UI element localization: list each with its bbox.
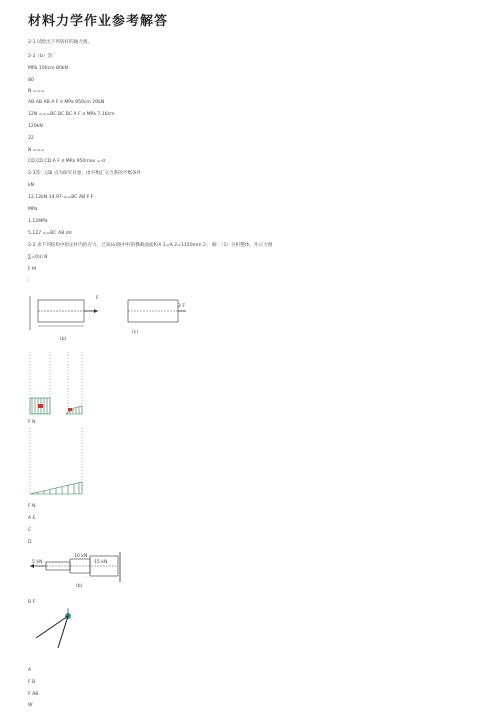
figure-caption: (b) xyxy=(60,337,67,342)
text-line: F AB xyxy=(28,692,39,697)
text-line: MPa 100cm 80kN xyxy=(28,66,68,71)
bar-figure xyxy=(28,290,188,346)
text-line: F N xyxy=(28,420,36,425)
text-line: 12.12kN 14.97-==BC AB F F xyxy=(28,195,94,200)
force-label: 5 kN xyxy=(32,560,43,565)
node-figure xyxy=(28,608,78,668)
text-line: 22 xyxy=(28,136,34,141)
text-line: AB AB AB A F σ MPa 950cm 20kN xyxy=(28,100,105,105)
text-line: D xyxy=(28,540,32,545)
text-line: N === xyxy=(28,89,45,94)
text-line: 80 xyxy=(28,78,34,83)
text-line: kN xyxy=(28,183,35,188)
axial-force-diagram xyxy=(28,352,88,418)
text-line: B F xyxy=(28,600,36,605)
force-label: 15 kN xyxy=(94,560,108,565)
page-title: 材料力学作业参考解答 xyxy=(28,14,169,29)
text-line: 2-3答：以B 点为研究对象，由平衡汇交力系的平衡条件 xyxy=(28,171,142,176)
text-line: A xyxy=(28,668,32,673)
text-line: 2-2 求下列结构中指定杆内的应力。已知(a)图中杆的横截面面积A 1=A 2=1150mm 2； 解：（1）分析整体，作示力图 xyxy=(28,243,273,248)
text-line: 5.127 ==BC AB σσ xyxy=(28,231,72,236)
text-line: 1.12MPa xyxy=(28,219,48,224)
load-label: 2 F xyxy=(178,304,186,309)
force-label: 10 kN xyxy=(74,554,88,559)
text-line: A E xyxy=(28,516,36,521)
text-line: C xyxy=(28,528,32,533)
text-line: F N xyxy=(28,504,36,509)
text-line: CD CD CD A F σ MPa 950max =-σ xyxy=(28,159,106,164)
text-line: 2-2（b）答: xyxy=(28,54,54,59)
text-line: F B xyxy=(28,680,36,685)
text-line: 120kN xyxy=(28,124,43,129)
text-line: 12N ===BC BC BC A F σ MPa 7.16cm xyxy=(28,112,115,117)
text-line: 2-1 试绘出下列各杆的轴力图。 xyxy=(28,40,93,45)
text-line: : xyxy=(28,278,30,283)
triangular-force-diagram xyxy=(28,428,88,496)
figure-caption: (c) xyxy=(132,330,139,335)
text-line: F M xyxy=(28,267,37,272)
figure-caption: (b) xyxy=(76,584,83,589)
text-line: ∑=0)(i B xyxy=(28,255,48,260)
text-line: W xyxy=(28,703,33,708)
load-label: F xyxy=(96,296,99,301)
text-line: MPa xyxy=(28,207,38,212)
text-line: N === xyxy=(28,148,45,153)
